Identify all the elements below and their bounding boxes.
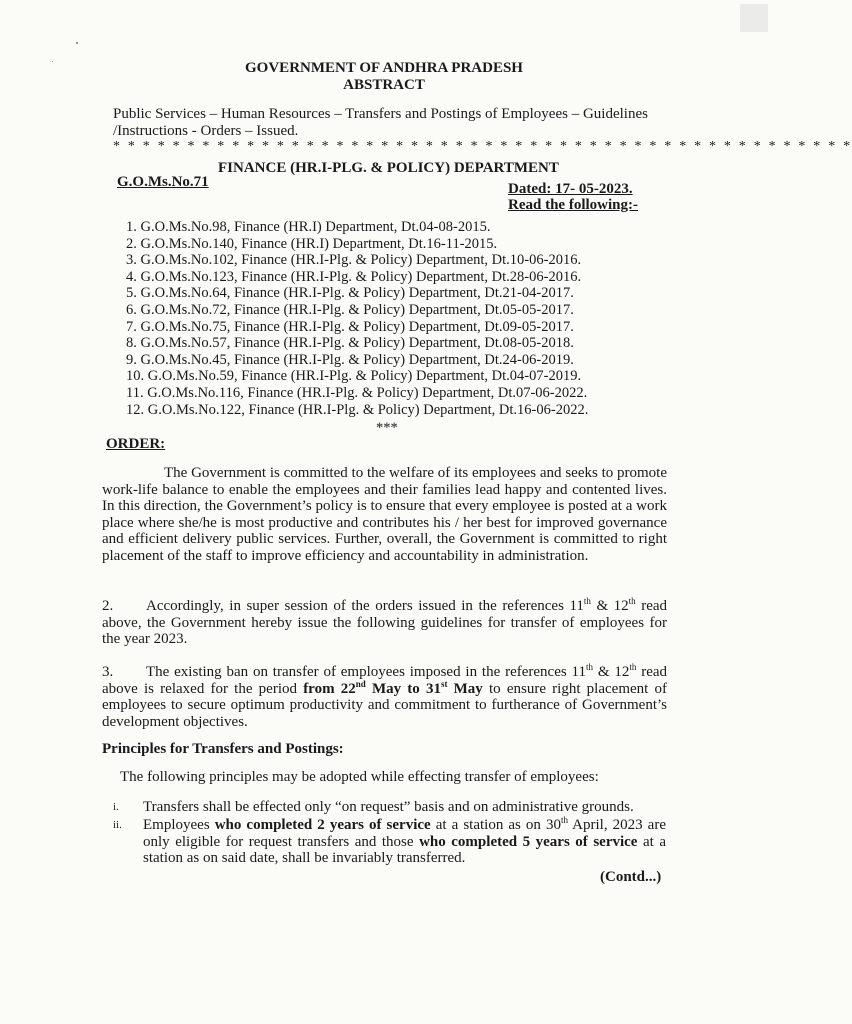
order-heading: ORDER: — [106, 436, 166, 452]
paragraph-text: read above is relaxed for the period — [102, 664, 668, 697]
scan-edge-shadow — [740, 4, 768, 32]
paragraph-number: 2. — [102, 598, 114, 614]
subject-line: Public Services – Human Resources – Transfers and Postings of Employees – Guidelines /Instructions - Orders – Issued. — [113, 106, 648, 139]
principle-fragment: at a station as on 30 — [430, 817, 561, 833]
principle-fragment: at a station as on said date, shall be invariably transferred. — [143, 833, 666, 866]
go-number: G.O.Ms.No.71 — [117, 174, 209, 190]
superscript: th — [583, 596, 591, 606]
read-following-label: Read the following:- — [508, 197, 638, 213]
paragraph-text: Accordingly, in super session of the orders issued in the references 11 — [146, 598, 584, 614]
reference-item: 1. G.O.Ms.No.98, Finance (HR.I) Department, Dt.04-08-2015. — [126, 219, 491, 235]
principles-intro: The following principles may be adopted while effecting transfer of employees: — [120, 769, 599, 785]
period-start: from 22 — [303, 680, 356, 697]
paragraph-number: 3. — [102, 664, 114, 680]
order-paragraph-2 — [102, 598, 667, 648]
principles-heading: Principles for Transfers and Postings: — [102, 741, 344, 757]
principle-bold: who completed 2 years of service — [214, 817, 431, 833]
paragraph-text: & 12 — [593, 664, 630, 680]
superscript: th — [628, 596, 636, 606]
reference-item: 7. G.O.Ms.No.75, Finance (HR.I-Plg. & Policy) Department, Dt.09-05-2017. — [126, 318, 574, 335]
scan-speck — [76, 42, 78, 44]
superscript: th — [629, 662, 637, 672]
principle-fragment: Employees — [143, 817, 215, 833]
reference-item: 5. G.O.Ms.No.64, Finance (HR.I-Plg. & Policy) Department, Dt.21-04-2017. — [126, 285, 574, 302]
superscript: st — [440, 678, 448, 689]
principle-text: Transfers shall be effected only “on request” basis and on administrative grounds. — [143, 799, 634, 815]
principle-item-i — [113, 799, 666, 816]
principle-bold: who completed 5 years of service — [419, 833, 638, 850]
superscript: th — [585, 662, 593, 672]
government-title: GOVERNMENT OF ANDHRA PRADESH — [245, 60, 523, 76]
principle-fragment: April, 2023 are only eligible for request transfers and those — [143, 817, 666, 850]
superscript: nd — [355, 678, 366, 689]
reference-item: 3. G.O.Ms.No.102, Finance (HR.I-Plg. & Policy) Department, Dt.10-06-2016. — [126, 252, 582, 269]
order-paragraph-1: The Government is committed to the welfare of its employees and seeks to promote work-life balance to enable the employees and their families lead happy and contented lives. In this direction, the Government’s policy is to ensure that every employee is posted at a work place where she/he is most productive and contributes his / her best for improved governance and efficient delivery public services. Further, overall, the Government is committed to right placement of the staff to improve efficiency and accountability in administration. — [102, 465, 667, 564]
reference-item: 11. G.O.Ms.No.116, Finance (HR.I-Plg. & Policy) Department, Dt.07-06-2022. — [126, 384, 588, 401]
principle-text — [143, 817, 666, 867]
order-paragraph-3 — [102, 664, 667, 730]
reference-item: 12. G.O.Ms.No.122, Finance (HR.I-Plg. & Policy) Department, Dt.16-06-2022. — [126, 401, 589, 418]
principle-item-ii — [113, 817, 666, 867]
reference-list — [126, 219, 588, 418]
triple-asterisk: *** — [376, 420, 398, 436]
reference-item: 2. G.O.Ms.No.140, Finance (HR.I) Department, Dt.16-11-2015. — [126, 235, 498, 252]
roman-numeral: ii. — [113, 819, 122, 831]
department-name: FINANCE (HR.I-PLG. & POLICY) DEPARTMENT — [218, 160, 559, 176]
roman-numeral: i. — [113, 801, 119, 813]
order-date: Dated: 17- 05-2023. — [508, 181, 633, 197]
reference-item: 10. G.O.Ms.No.59, Finance (HR.I-Plg. & Policy) Department, Dt.04-07-2019. — [126, 368, 582, 385]
period-end: May to 31 — [365, 680, 441, 697]
reference-item: 6. G.O.Ms.No.72, Finance (HR.I-Plg. & Policy) Department, Dt.05-05-2017. — [126, 301, 574, 318]
abstract-title: ABSTRACT — [343, 77, 425, 93]
reference-item: 8. G.O.Ms.No.57, Finance (HR.I-Plg. & Policy) Department, Dt.08-05-2018. — [126, 335, 574, 352]
paragraph-text: & 12 — [590, 598, 629, 614]
reference-item: 4. G.O.Ms.No.123, Finance (HR.I-Plg. & Policy) Department, Dt.28-06-2016. — [126, 268, 582, 285]
superscript: th — [560, 815, 568, 825]
star-separator: * * * * * * * * * * * * * * * * * * * * * * * * * * * * * * * * * * * * * * * * * * * * * * * * * * — [113, 139, 852, 154]
paragraph-text: The existing ban on transfer of employees imposed in the references 11 — [146, 664, 586, 680]
paragraph-text: read above, the Government hereby issue the following guidelines for transfer of employees for the year 2023. — [102, 598, 668, 647]
reference-item: 9. G.O.Ms.No.45, Finance (HR.I-Plg. & Policy) Department, Dt.24-06-2019. — [126, 351, 574, 368]
continued-label: (Contd...) — [600, 869, 662, 885]
paragraph-text: to ensure right placement of employees to secure optimum productivity and commitment to furtherance of Government’s development objectives. — [102, 680, 667, 730]
period-month: May — [447, 680, 483, 697]
